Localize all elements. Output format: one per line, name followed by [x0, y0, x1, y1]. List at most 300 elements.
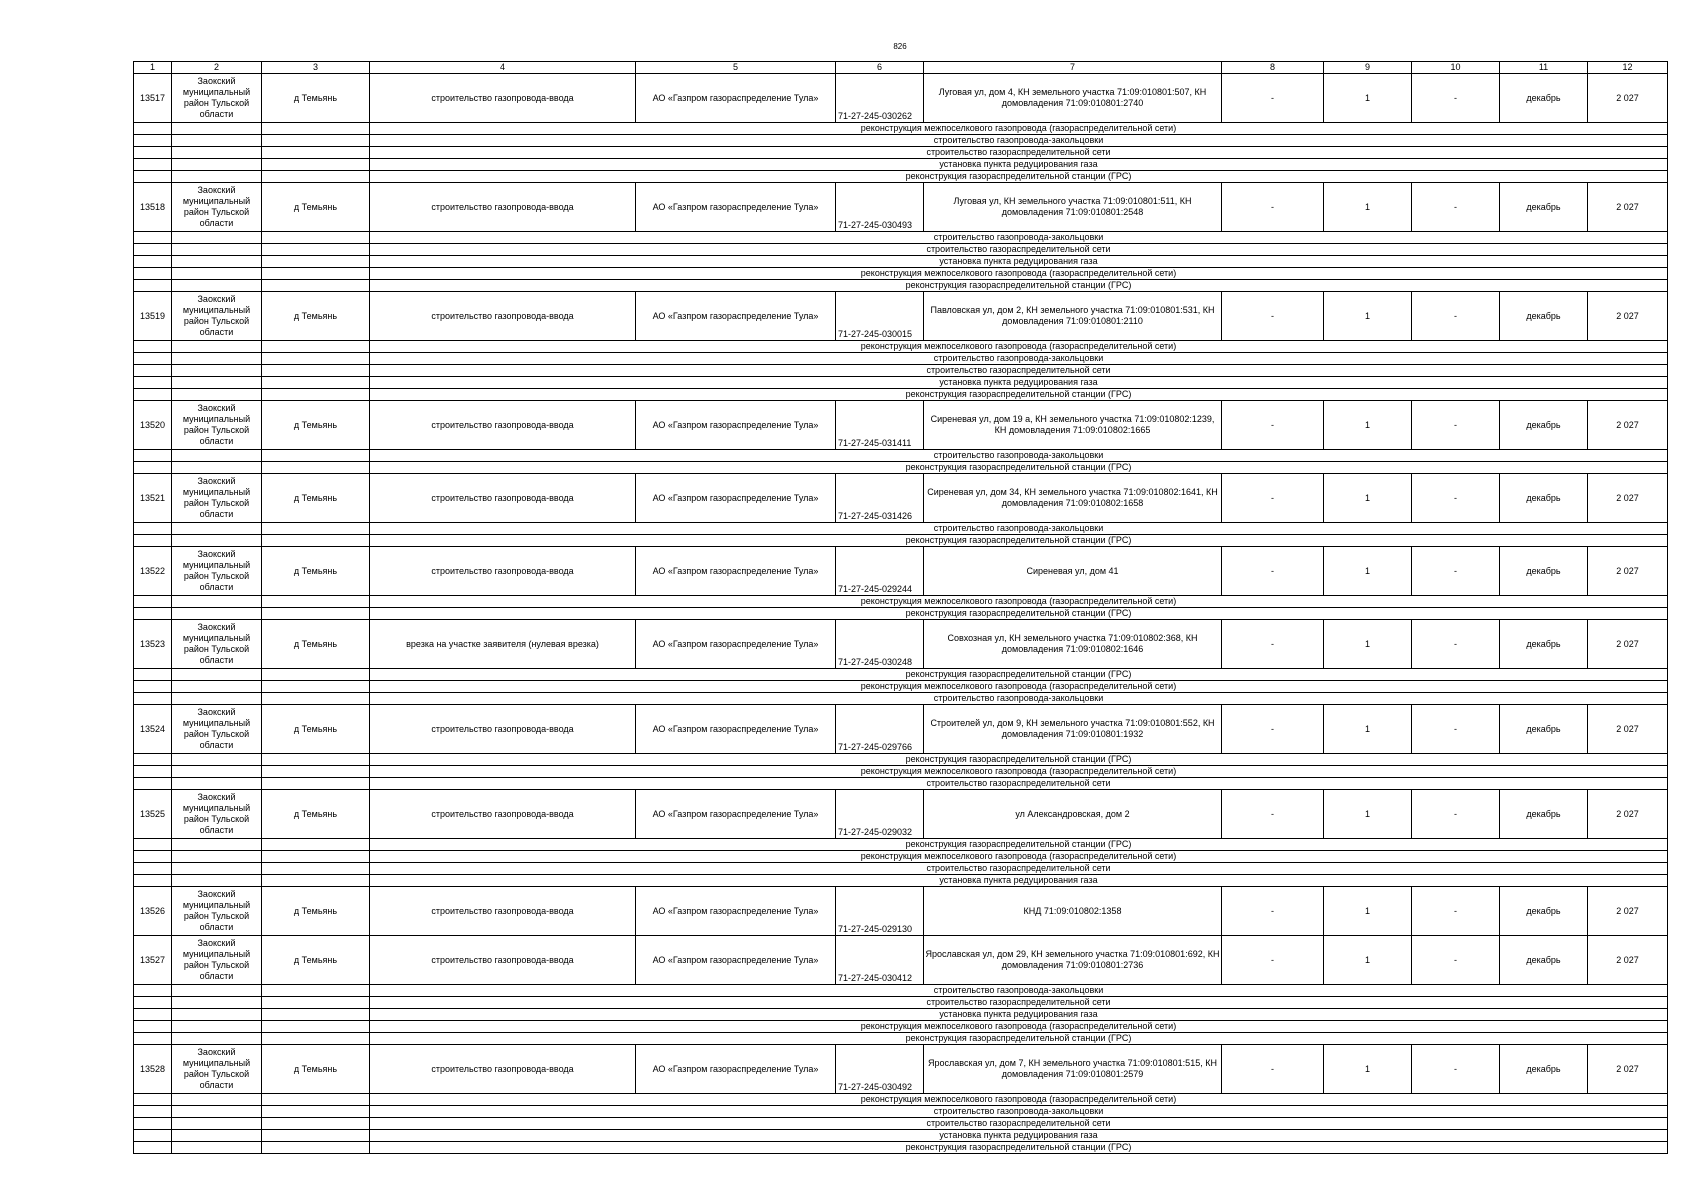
- empty-cell: [134, 147, 172, 159]
- column-header-1: 1: [134, 62, 172, 74]
- empty-cell: [262, 1142, 370, 1154]
- column-header-9: 9: [1324, 62, 1412, 74]
- empty-cell: [262, 997, 370, 1009]
- table-body: [134, 62, 1668, 1154]
- sub-work-label: установка пункта редуцирования газа: [370, 1009, 1668, 1021]
- sub-work-label: установка пункта редуцирования газа: [370, 1130, 1668, 1142]
- request-code-cell: 71-27-245-030492: [836, 1045, 924, 1094]
- empty-cell: [134, 1033, 172, 1045]
- column-8-cell: -: [1222, 705, 1324, 754]
- settlement-cell: д Темьянь: [262, 887, 370, 936]
- column-10-cell: -: [1412, 547, 1500, 596]
- sub-work-row: [134, 681, 1668, 693]
- column-8-cell: -: [1222, 1045, 1324, 1094]
- sub-work-row: [134, 997, 1668, 1009]
- empty-cell: [134, 535, 172, 547]
- year-cell: 2 027: [1588, 183, 1668, 232]
- empty-cell: [172, 244, 262, 256]
- sub-work-row: [134, 1094, 1668, 1106]
- empty-cell: [134, 681, 172, 693]
- empty-cell: [262, 985, 370, 997]
- empty-cell: [262, 353, 370, 365]
- address-cell: ул Александровская, дом 2: [924, 790, 1222, 839]
- column-10-cell: -: [1412, 183, 1500, 232]
- empty-cell: [262, 123, 370, 135]
- empty-cell: [172, 681, 262, 693]
- empty-cell: [172, 256, 262, 268]
- column-header-6: 6: [836, 62, 924, 74]
- empty-cell: [134, 523, 172, 535]
- sub-work-label: строительство газопровода-закольцовки: [370, 135, 1668, 147]
- sub-work-row: [134, 1106, 1668, 1118]
- empty-cell: [262, 596, 370, 608]
- column-10-cell: -: [1412, 620, 1500, 669]
- column-10-cell: -: [1412, 887, 1500, 936]
- column-number-header-row: [134, 62, 1668, 74]
- column-9-cell: 1: [1324, 74, 1412, 123]
- empty-cell: [262, 839, 370, 851]
- empty-cell: [172, 135, 262, 147]
- empty-cell: [262, 268, 370, 280]
- table-row: [134, 790, 1668, 839]
- column-10-cell: -: [1412, 936, 1500, 985]
- column-8-cell: -: [1222, 936, 1324, 985]
- month-cell: декабрь: [1500, 887, 1588, 936]
- organization-cell: АО «Газпром газораспределение Тула»: [636, 474, 836, 523]
- month-cell: декабрь: [1500, 401, 1588, 450]
- empty-cell: [134, 596, 172, 608]
- empty-cell: [262, 1094, 370, 1106]
- sub-work-row: [134, 1033, 1668, 1045]
- empty-cell: [262, 608, 370, 620]
- sub-work-row: [134, 1009, 1668, 1021]
- sub-work-row: [134, 766, 1668, 778]
- empty-cell: [134, 365, 172, 377]
- sub-work-label: строительство газораспределительной сети: [370, 1118, 1668, 1130]
- empty-cell: [262, 450, 370, 462]
- sub-work-label: установка пункта редуцирования газа: [370, 875, 1668, 887]
- empty-cell: [262, 147, 370, 159]
- entry-number-cell: 13521: [134, 474, 172, 523]
- column-10-cell: -: [1412, 705, 1500, 754]
- sub-work-row: [134, 1142, 1668, 1154]
- month-cell: декабрь: [1500, 474, 1588, 523]
- work-type-cell: строительство газопровода-ввода: [370, 401, 636, 450]
- sub-work-label: реконструкция межпоселкового газопровода (газораспределительной сети): [370, 596, 1668, 608]
- work-type-cell: врезка на участке заявителя (нулевая врезка): [370, 620, 636, 669]
- column-9-cell: 1: [1324, 705, 1412, 754]
- column-10-cell: -: [1412, 474, 1500, 523]
- empty-cell: [134, 462, 172, 474]
- empty-cell: [262, 523, 370, 535]
- table-row: [134, 936, 1668, 985]
- work-type-cell: строительство газопровода-ввода: [370, 705, 636, 754]
- organization-cell: АО «Газпром газораспределение Тула»: [636, 74, 836, 123]
- sub-work-label: реконструкция межпоселкового газопровода (газораспределительной сети): [370, 1021, 1668, 1033]
- entry-number-cell: 13519: [134, 292, 172, 341]
- empty-cell: [172, 159, 262, 171]
- sub-work-row: [134, 244, 1668, 256]
- district-cell: Заокский муниципальный район Тульской области: [172, 292, 262, 341]
- page-number: 826: [893, 42, 907, 51]
- month-cell: декабрь: [1500, 936, 1588, 985]
- column-10-cell: -: [1412, 1045, 1500, 1094]
- work-type-cell: строительство газопровода-ввода: [370, 790, 636, 839]
- month-cell: декабрь: [1500, 1045, 1588, 1094]
- empty-cell: [262, 863, 370, 875]
- sub-work-label: реконструкция газораспределительной станции (ГРС): [370, 839, 1668, 851]
- column-10-cell: -: [1412, 74, 1500, 123]
- address-cell: Луговая ул, дом 4, КН земельного участка 71:09:010801:507, КН домовладения 71:09:010801:2740: [924, 74, 1222, 123]
- settlement-cell: д Темьянь: [262, 620, 370, 669]
- empty-cell: [262, 159, 370, 171]
- empty-cell: [172, 123, 262, 135]
- table-row: [134, 705, 1668, 754]
- empty-cell: [172, 147, 262, 159]
- empty-cell: [134, 232, 172, 244]
- gasification-register-table: [133, 61, 1668, 1154]
- empty-cell: [172, 280, 262, 292]
- column-10-cell: -: [1412, 292, 1500, 341]
- empty-cell: [134, 1142, 172, 1154]
- sub-work-label: реконструкция межпоселкового газопровода (газораспределительной сети): [370, 766, 1668, 778]
- entry-number-cell: 13523: [134, 620, 172, 669]
- sub-work-row: [134, 256, 1668, 268]
- sub-work-label: строительство газопровода-закольцовки: [370, 232, 1668, 244]
- table-row: [134, 292, 1668, 341]
- column-9-cell: 1: [1324, 547, 1412, 596]
- empty-cell: [262, 377, 370, 389]
- request-code-cell: 71-27-245-030015: [836, 292, 924, 341]
- organization-cell: АО «Газпром газораспределение Тула»: [636, 620, 836, 669]
- table-row: [134, 887, 1668, 936]
- work-type-cell: строительство газопровода-ввода: [370, 74, 636, 123]
- entry-number-cell: 13527: [134, 936, 172, 985]
- work-type-cell: строительство газопровода-ввода: [370, 887, 636, 936]
- sub-work-label: реконструкция газораспределительной станции (ГРС): [370, 280, 1668, 292]
- year-cell: 2 027: [1588, 936, 1668, 985]
- column-header-12: 12: [1588, 62, 1668, 74]
- sub-work-label: строительство газораспределительной сети: [370, 244, 1668, 256]
- request-code-cell: 71-27-245-029766: [836, 705, 924, 754]
- column-9-cell: 1: [1324, 887, 1412, 936]
- sub-work-label: реконструкция газораспределительной станции (ГРС): [370, 1033, 1668, 1045]
- column-header-10: 10: [1412, 62, 1500, 74]
- sub-work-label: строительство газораспределительной сети: [370, 147, 1668, 159]
- sub-work-label: строительство газораспределительной сети: [370, 863, 1668, 875]
- empty-cell: [172, 462, 262, 474]
- empty-cell: [172, 851, 262, 863]
- month-cell: декабрь: [1500, 292, 1588, 341]
- empty-cell: [172, 1130, 262, 1142]
- empty-cell: [262, 232, 370, 244]
- empty-cell: [134, 997, 172, 1009]
- district-cell: Заокский муниципальный район Тульской области: [172, 705, 262, 754]
- sub-work-label: реконструкция газораспределительной станции (ГРС): [370, 171, 1668, 183]
- sub-work-row: [134, 839, 1668, 851]
- empty-cell: [134, 341, 172, 353]
- sub-work-row: [134, 863, 1668, 875]
- request-code-cell: 71-27-245-029244: [836, 547, 924, 596]
- settlement-cell: д Темьянь: [262, 547, 370, 596]
- empty-cell: [134, 669, 172, 681]
- request-code-cell: 71-27-245-030493: [836, 183, 924, 232]
- entry-number-cell: 13526: [134, 887, 172, 936]
- settlement-cell: д Темьянь: [262, 705, 370, 754]
- empty-cell: [172, 1009, 262, 1021]
- empty-cell: [262, 389, 370, 401]
- organization-cell: АО «Газпром газораспределение Тула»: [636, 547, 836, 596]
- sub-work-label: реконструкция межпоселкового газопровода (газораспределительной сети): [370, 681, 1668, 693]
- empty-cell: [134, 1118, 172, 1130]
- request-code-cell: 71-27-245-031426: [836, 474, 924, 523]
- empty-cell: [134, 1130, 172, 1142]
- address-cell: Сиреневая ул, дом 34, КН земельного участка 71:09:010802:1641, КН домовладения 71:09:010802:1658: [924, 474, 1222, 523]
- sub-work-row: [134, 596, 1668, 608]
- empty-cell: [134, 693, 172, 705]
- month-cell: декабрь: [1500, 620, 1588, 669]
- sub-work-row: [134, 123, 1668, 135]
- work-type-cell: строительство газопровода-ввода: [370, 547, 636, 596]
- sub-work-label: реконструкция межпоселкового газопровода (газораспределительной сети): [370, 1094, 1668, 1106]
- district-cell: Заокский муниципальный район Тульской области: [172, 183, 262, 232]
- sub-work-label: реконструкция газораспределительной станции (ГРС): [370, 462, 1668, 474]
- year-cell: 2 027: [1588, 474, 1668, 523]
- entry-number-cell: 13525: [134, 790, 172, 839]
- column-8-cell: -: [1222, 547, 1324, 596]
- empty-cell: [262, 244, 370, 256]
- table-row: [134, 620, 1668, 669]
- sub-work-label: реконструкция межпоселкового газопровода (газораспределительной сети): [370, 851, 1668, 863]
- column-8-cell: -: [1222, 74, 1324, 123]
- year-cell: 2 027: [1588, 292, 1668, 341]
- address-cell: КНД 71:09:010802:1358: [924, 887, 1222, 936]
- sub-work-row: [134, 1021, 1668, 1033]
- sub-work-row: [134, 353, 1668, 365]
- organization-cell: АО «Газпром газораспределение Тула»: [636, 1045, 836, 1094]
- table-row: [134, 401, 1668, 450]
- sub-work-row: [134, 985, 1668, 997]
- sub-work-row: [134, 135, 1668, 147]
- empty-cell: [172, 997, 262, 1009]
- empty-cell: [134, 851, 172, 863]
- empty-cell: [172, 341, 262, 353]
- column-header-4: 4: [370, 62, 636, 74]
- sub-work-row: [134, 1118, 1668, 1130]
- table-row: [134, 547, 1668, 596]
- organization-cell: АО «Газпром газораспределение Тула»: [636, 183, 836, 232]
- empty-cell: [134, 985, 172, 997]
- sub-work-row: [134, 754, 1668, 766]
- sub-work-label: строительство газораспределительной сети: [370, 778, 1668, 790]
- column-header-11: 11: [1500, 62, 1588, 74]
- empty-cell: [134, 171, 172, 183]
- entry-number-cell: 13528: [134, 1045, 172, 1094]
- empty-cell: [134, 244, 172, 256]
- empty-cell: [262, 851, 370, 863]
- request-code-cell: 71-27-245-030412: [836, 936, 924, 985]
- empty-cell: [172, 377, 262, 389]
- table-row: [134, 74, 1668, 123]
- organization-cell: АО «Газпром газораспределение Тула»: [636, 292, 836, 341]
- column-header-2: 2: [172, 62, 262, 74]
- empty-cell: [172, 608, 262, 620]
- empty-cell: [134, 256, 172, 268]
- empty-cell: [262, 778, 370, 790]
- column-9-cell: 1: [1324, 292, 1412, 341]
- sub-work-row: [134, 851, 1668, 863]
- empty-cell: [134, 778, 172, 790]
- sub-work-label: реконструкция газораспределительной станции (ГРС): [370, 1142, 1668, 1154]
- sub-work-row: [134, 147, 1668, 159]
- column-8-cell: -: [1222, 401, 1324, 450]
- empty-cell: [172, 535, 262, 547]
- sub-work-row: [134, 450, 1668, 462]
- column-header-3: 3: [262, 62, 370, 74]
- empty-cell: [134, 450, 172, 462]
- sub-work-label: реконструкция межпоселкового газопровода (газораспределительной сети): [370, 123, 1668, 135]
- district-cell: Заокский муниципальный район Тульской области: [172, 74, 262, 123]
- table-row: [134, 474, 1668, 523]
- sub-work-label: реконструкция газораспределительной станции (ГРС): [370, 669, 1668, 681]
- empty-cell: [172, 875, 262, 887]
- sub-work-label: строительство газопровода-закольцовки: [370, 985, 1668, 997]
- column-9-cell: 1: [1324, 183, 1412, 232]
- column-9-cell: 1: [1324, 936, 1412, 985]
- column-8-cell: -: [1222, 790, 1324, 839]
- empty-cell: [262, 135, 370, 147]
- sub-work-label: установка пункта редуцирования газа: [370, 159, 1668, 171]
- empty-cell: [134, 353, 172, 365]
- empty-cell: [262, 1130, 370, 1142]
- sub-work-row: [134, 377, 1668, 389]
- district-cell: Заокский муниципальный район Тульской области: [172, 547, 262, 596]
- entry-number-cell: 13524: [134, 705, 172, 754]
- empty-cell: [134, 875, 172, 887]
- sub-work-label: реконструкция газораспределительной станции (ГРС): [370, 608, 1668, 620]
- sub-work-label: реконструкция межпоселкового газопровода (газораспределительной сети): [370, 268, 1668, 280]
- year-cell: 2 027: [1588, 620, 1668, 669]
- column-10-cell: -: [1412, 790, 1500, 839]
- work-type-cell: строительство газопровода-ввода: [370, 1045, 636, 1094]
- organization-cell: АО «Газпром газораспределение Тула»: [636, 936, 836, 985]
- address-cell: Павловская ул, дом 2, КН земельного участка 71:09:010801:531, КН домовладения 71:09:010801:2110: [924, 292, 1222, 341]
- sub-work-row: [134, 171, 1668, 183]
- empty-cell: [172, 450, 262, 462]
- organization-cell: АО «Газпром газораспределение Тула»: [636, 790, 836, 839]
- request-code-cell: 71-27-245-029130: [836, 887, 924, 936]
- empty-cell: [134, 863, 172, 875]
- sub-work-label: строительство газопровода-закольцовки: [370, 693, 1668, 705]
- sub-work-label: установка пункта редуцирования газа: [370, 377, 1668, 389]
- empty-cell: [262, 669, 370, 681]
- column-header-5: 5: [636, 62, 836, 74]
- address-cell: Сиреневая ул, дом 19 а, КН земельного участка 71:09:010802:1239, КН домовладения 71:09:010802:1665: [924, 401, 1222, 450]
- settlement-cell: д Темьянь: [262, 1045, 370, 1094]
- district-cell: Заокский муниципальный район Тульской области: [172, 620, 262, 669]
- column-header-7: 7: [924, 62, 1222, 74]
- column-8-cell: -: [1222, 620, 1324, 669]
- empty-cell: [262, 341, 370, 353]
- empty-cell: [262, 1021, 370, 1033]
- empty-cell: [172, 232, 262, 244]
- settlement-cell: д Темьянь: [262, 74, 370, 123]
- table-row: [134, 183, 1668, 232]
- district-cell: Заокский муниципальный район Тульской области: [172, 1045, 262, 1094]
- empty-cell: [172, 365, 262, 377]
- sub-work-row: [134, 875, 1668, 887]
- empty-cell: [134, 1009, 172, 1021]
- work-type-cell: строительство газопровода-ввода: [370, 292, 636, 341]
- empty-cell: [262, 875, 370, 887]
- empty-cell: [262, 766, 370, 778]
- district-cell: Заокский муниципальный район Тульской области: [172, 401, 262, 450]
- address-cell: Ярославская ул, дом 29, КН земельного участка 71:09:010801:692, КН домовладения 71:09:010801:2736: [924, 936, 1222, 985]
- empty-cell: [172, 839, 262, 851]
- request-code-cell: 71-27-245-029032: [836, 790, 924, 839]
- year-cell: 2 027: [1588, 74, 1668, 123]
- settlement-cell: д Темьянь: [262, 183, 370, 232]
- sub-work-label: строительство газораспределительной сети: [370, 365, 1668, 377]
- sub-work-row: [134, 365, 1668, 377]
- column-8-cell: -: [1222, 292, 1324, 341]
- empty-cell: [262, 681, 370, 693]
- sub-work-label: реконструкция газораспределительной станции (ГРС): [370, 535, 1668, 547]
- organization-cell: АО «Газпром газораспределение Тула»: [636, 401, 836, 450]
- sub-work-row: [134, 669, 1668, 681]
- sub-work-label: установка пункта редуцирования газа: [370, 256, 1668, 268]
- entry-number-cell: 13520: [134, 401, 172, 450]
- empty-cell: [134, 268, 172, 280]
- empty-cell: [262, 693, 370, 705]
- address-cell: Совхозная ул, КН земельного участка 71:09:010802:368, КН домовладения 71:09:010802:1646: [924, 620, 1222, 669]
- year-cell: 2 027: [1588, 401, 1668, 450]
- address-cell: Луговая ул, КН земельного участка 71:09:010801:511, КН домовладения 71:09:010801:2548: [924, 183, 1222, 232]
- settlement-cell: д Темьянь: [262, 474, 370, 523]
- request-code-cell: 71-27-245-030262: [836, 74, 924, 123]
- settlement-cell: д Темьянь: [262, 790, 370, 839]
- sub-work-row: [134, 462, 1668, 474]
- sub-work-row: [134, 523, 1668, 535]
- empty-cell: [172, 1106, 262, 1118]
- settlement-cell: д Темьянь: [262, 292, 370, 341]
- district-cell: Заокский муниципальный район Тульской области: [172, 474, 262, 523]
- sub-work-row: [134, 535, 1668, 547]
- column-8-cell: -: [1222, 183, 1324, 232]
- empty-cell: [134, 159, 172, 171]
- empty-cell: [262, 535, 370, 547]
- empty-cell: [172, 523, 262, 535]
- empty-cell: [134, 1021, 172, 1033]
- entry-number-cell: 13517: [134, 74, 172, 123]
- column-8-cell: -: [1222, 887, 1324, 936]
- column-header-8: 8: [1222, 62, 1324, 74]
- empty-cell: [262, 1009, 370, 1021]
- year-cell: 2 027: [1588, 1045, 1668, 1094]
- empty-cell: [262, 171, 370, 183]
- empty-cell: [172, 985, 262, 997]
- sub-work-row: [134, 608, 1668, 620]
- request-code-cell: 71-27-245-030248: [836, 620, 924, 669]
- column-9-cell: 1: [1324, 620, 1412, 669]
- district-cell: Заокский муниципальный район Тульской области: [172, 790, 262, 839]
- sub-work-label: строительство газопровода-закольцовки: [370, 450, 1668, 462]
- empty-cell: [172, 596, 262, 608]
- empty-cell: [134, 766, 172, 778]
- sub-work-label: строительство газопровода-закольцовки: [370, 1106, 1668, 1118]
- empty-cell: [262, 256, 370, 268]
- sub-work-label: реконструкция газораспределительной станции (ГРС): [370, 389, 1668, 401]
